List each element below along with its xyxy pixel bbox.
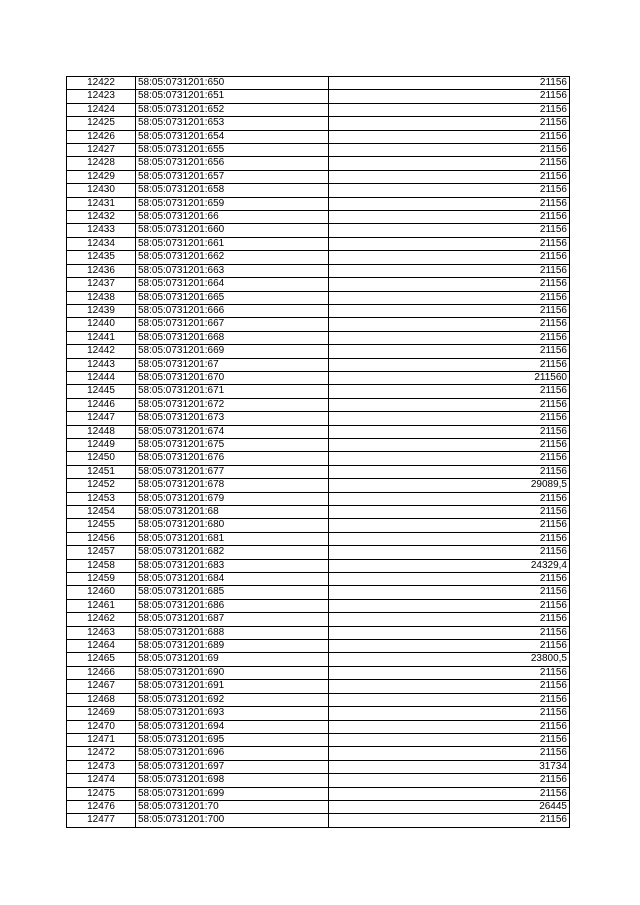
table-row (67, 546, 570, 559)
table-row (67, 237, 570, 250)
table-row (67, 358, 570, 371)
row-number-cell: 12430 (67, 184, 136, 197)
row-number-cell: 12460 (67, 586, 136, 599)
cadastral-number-cell: 58:05:0731201:674 (136, 425, 329, 438)
row-number-cell: 12449 (67, 438, 136, 451)
value-cell: 21156 (329, 197, 570, 210)
value-cell: 24329,4 (329, 559, 570, 572)
table-row (67, 452, 570, 465)
row-number-cell: 12452 (67, 479, 136, 492)
cadastral-number-cell: 58:05:0731201:692 (136, 693, 329, 706)
row-number-cell: 12469 (67, 707, 136, 720)
value-cell: 21156 (329, 103, 570, 116)
cadastral-number-cell: 58:05:0731201:687 (136, 613, 329, 626)
row-number-cell: 12438 (67, 291, 136, 304)
row-number-cell: 12439 (67, 304, 136, 317)
row-number-cell: 12462 (67, 613, 136, 626)
row-number-cell: 12476 (67, 800, 136, 813)
table-row (67, 184, 570, 197)
cadastral-number-cell: 58:05:0731201:70 (136, 800, 329, 813)
table-row (67, 197, 570, 210)
cadastral-number-cell: 58:05:0731201:669 (136, 345, 329, 358)
table-row (67, 170, 570, 183)
value-cell: 21156 (329, 640, 570, 653)
value-cell: 29089,5 (329, 479, 570, 492)
value-cell: 31734 (329, 760, 570, 773)
table-row (67, 264, 570, 277)
table-row (67, 465, 570, 478)
row-number-cell: 12446 (67, 398, 136, 411)
row-number-cell: 12474 (67, 774, 136, 787)
cadastral-number-cell: 58:05:0731201:654 (136, 130, 329, 143)
table-row (67, 747, 570, 760)
table-row (67, 90, 570, 103)
table-row (67, 640, 570, 653)
table-row (67, 130, 570, 143)
data-table (66, 76, 570, 828)
row-number-cell: 12473 (67, 760, 136, 773)
value-cell: 21156 (329, 546, 570, 559)
table-row (67, 800, 570, 813)
row-number-cell: 12472 (67, 747, 136, 760)
cadastral-number-cell: 58:05:0731201:658 (136, 184, 329, 197)
cadastral-number-cell: 58:05:0731201:668 (136, 331, 329, 344)
table-row (67, 385, 570, 398)
row-number-cell: 12442 (67, 345, 136, 358)
value-cell: 21156 (329, 385, 570, 398)
cadastral-number-cell: 58:05:0731201:679 (136, 492, 329, 505)
table-row (67, 760, 570, 773)
value-cell: 21156 (329, 117, 570, 130)
value-cell: 21156 (329, 465, 570, 478)
table-row (67, 492, 570, 505)
value-cell: 21156 (329, 398, 570, 411)
cadastral-number-cell: 58:05:0731201:698 (136, 774, 329, 787)
value-cell: 21156 (329, 184, 570, 197)
value-cell: 21156 (329, 130, 570, 143)
table-row (67, 224, 570, 237)
value-cell: 21156 (329, 224, 570, 237)
cadastral-number-cell: 58:05:0731201:661 (136, 237, 329, 250)
cadastral-number-cell: 58:05:0731201:684 (136, 573, 329, 586)
cadastral-number-cell: 58:05:0731201:685 (136, 586, 329, 599)
row-number-cell: 12427 (67, 144, 136, 157)
table-row (67, 707, 570, 720)
value-cell: 21156 (329, 747, 570, 760)
row-number-cell: 12459 (67, 573, 136, 586)
cadastral-number-cell: 58:05:0731201:667 (136, 318, 329, 331)
row-number-cell: 12437 (67, 278, 136, 291)
cadastral-number-cell: 58:05:0731201:675 (136, 438, 329, 451)
cadastral-number-cell: 58:05:0731201:672 (136, 398, 329, 411)
value-cell: 21156 (329, 814, 570, 827)
row-number-cell: 12431 (67, 197, 136, 210)
table-row (67, 304, 570, 317)
value-cell: 21156 (329, 211, 570, 224)
value-cell: 21156 (329, 237, 570, 250)
value-cell: 21156 (329, 599, 570, 612)
row-number-cell: 12468 (67, 693, 136, 706)
cadastral-number-cell: 58:05:0731201:690 (136, 666, 329, 679)
cadastral-number-cell: 58:05:0731201:689 (136, 640, 329, 653)
value-cell: 21156 (329, 666, 570, 679)
table-row (67, 532, 570, 545)
value-cell: 21156 (329, 492, 570, 505)
table-row (67, 733, 570, 746)
table-row (67, 506, 570, 519)
row-number-cell: 12432 (67, 211, 136, 224)
cadastral-number-cell: 58:05:0731201:67 (136, 358, 329, 371)
cadastral-number-cell: 58:05:0731201:673 (136, 412, 329, 425)
row-number-cell: 12448 (67, 425, 136, 438)
cadastral-number-cell: 58:05:0731201:663 (136, 264, 329, 277)
table-row (67, 479, 570, 492)
row-number-cell: 12470 (67, 720, 136, 733)
row-number-cell: 12453 (67, 492, 136, 505)
row-number-cell: 12455 (67, 519, 136, 532)
row-number-cell: 12428 (67, 157, 136, 170)
table-row (67, 345, 570, 358)
cadastral-number-cell: 58:05:0731201:671 (136, 385, 329, 398)
table-row (67, 371, 570, 384)
table-row (67, 103, 570, 116)
row-number-cell: 12436 (67, 264, 136, 277)
value-cell: 21156 (329, 318, 570, 331)
row-number-cell: 12422 (67, 77, 136, 90)
table-row (67, 331, 570, 344)
row-number-cell: 12451 (67, 465, 136, 478)
cadastral-number-cell: 58:05:0731201:66 (136, 211, 329, 224)
table-row (67, 278, 570, 291)
value-cell: 23800,5 (329, 653, 570, 666)
value-cell: 21156 (329, 304, 570, 317)
cadastral-number-cell: 58:05:0731201:670 (136, 371, 329, 384)
table-row (67, 117, 570, 130)
row-number-cell: 12456 (67, 532, 136, 545)
table-row (67, 666, 570, 679)
table-row (67, 398, 570, 411)
value-cell: 21156 (329, 787, 570, 800)
value-cell: 21156 (329, 774, 570, 787)
row-number-cell: 12467 (67, 680, 136, 693)
row-number-cell: 12441 (67, 331, 136, 344)
cadastral-number-cell: 58:05:0731201:659 (136, 197, 329, 210)
row-number-cell: 12440 (67, 318, 136, 331)
cadastral-number-cell: 58:05:0731201:680 (136, 519, 329, 532)
value-cell: 21156 (329, 532, 570, 545)
cadastral-number-cell: 58:05:0731201:682 (136, 546, 329, 559)
value-cell: 21156 (329, 144, 570, 157)
table-row (67, 626, 570, 639)
cadastral-number-cell: 58:05:0731201:660 (136, 224, 329, 237)
cadastral-number-cell: 58:05:0731201:700 (136, 814, 329, 827)
row-number-cell: 12463 (67, 626, 136, 639)
value-cell: 21156 (329, 358, 570, 371)
row-number-cell: 12424 (67, 103, 136, 116)
row-number-cell: 12434 (67, 237, 136, 250)
cadastral-number-cell: 58:05:0731201:651 (136, 90, 329, 103)
value-cell: 21156 (329, 626, 570, 639)
cadastral-number-cell: 58:05:0731201:666 (136, 304, 329, 317)
row-number-cell: 12443 (67, 358, 136, 371)
table-row (67, 814, 570, 827)
row-number-cell: 12457 (67, 546, 136, 559)
value-cell: 21156 (329, 90, 570, 103)
value-cell: 21156 (329, 452, 570, 465)
value-cell: 21156 (329, 586, 570, 599)
row-number-cell: 12458 (67, 559, 136, 572)
value-cell: 21156 (329, 720, 570, 733)
value-cell: 21156 (329, 170, 570, 183)
row-number-cell: 12454 (67, 506, 136, 519)
cadastral-number-cell: 58:05:0731201:68 (136, 506, 329, 519)
table-row (67, 586, 570, 599)
cadastral-number-cell: 58:05:0731201:650 (136, 77, 329, 90)
value-cell: 21156 (329, 707, 570, 720)
cadastral-number-cell: 58:05:0731201:696 (136, 747, 329, 760)
cadastral-number-cell: 58:05:0731201:69 (136, 653, 329, 666)
value-cell: 21156 (329, 264, 570, 277)
cadastral-number-cell: 58:05:0731201:678 (136, 479, 329, 492)
cadastral-number-cell: 58:05:0731201:676 (136, 452, 329, 465)
row-number-cell: 12471 (67, 733, 136, 746)
table-row (67, 720, 570, 733)
table-row (67, 412, 570, 425)
value-cell: 21156 (329, 573, 570, 586)
cadastral-number-cell: 58:05:0731201:652 (136, 103, 329, 116)
cadastral-number-cell: 58:05:0731201:683 (136, 559, 329, 572)
table-row (67, 318, 570, 331)
value-cell: 21156 (329, 251, 570, 264)
value-cell: 26445 (329, 800, 570, 813)
table-row (67, 693, 570, 706)
row-number-cell: 12444 (67, 371, 136, 384)
table-row (67, 211, 570, 224)
table-row (67, 77, 570, 90)
value-cell: 21156 (329, 157, 570, 170)
table-row (67, 613, 570, 626)
table-row (67, 519, 570, 532)
cadastral-number-cell: 58:05:0731201:697 (136, 760, 329, 773)
row-number-cell: 12423 (67, 90, 136, 103)
cadastral-number-cell: 58:05:0731201:665 (136, 291, 329, 304)
table-row (67, 774, 570, 787)
cadastral-number-cell: 58:05:0731201:657 (136, 170, 329, 183)
table-row (67, 438, 570, 451)
row-number-cell: 12464 (67, 640, 136, 653)
row-number-cell: 12425 (67, 117, 136, 130)
row-number-cell: 12461 (67, 599, 136, 612)
cadastral-number-cell: 58:05:0731201:699 (136, 787, 329, 800)
row-number-cell: 12450 (67, 452, 136, 465)
table-row (67, 680, 570, 693)
row-number-cell: 12477 (67, 814, 136, 827)
value-cell: 21156 (329, 693, 570, 706)
row-number-cell: 12429 (67, 170, 136, 183)
value-cell: 21156 (329, 77, 570, 90)
cadastral-number-cell: 58:05:0731201:691 (136, 680, 329, 693)
cadastral-number-cell: 58:05:0731201:677 (136, 465, 329, 478)
row-number-cell: 12435 (67, 251, 136, 264)
cadastral-number-cell: 58:05:0731201:664 (136, 278, 329, 291)
table-row (67, 144, 570, 157)
table-row (67, 599, 570, 612)
table-row (67, 573, 570, 586)
row-number-cell: 12433 (67, 224, 136, 237)
table-row (67, 425, 570, 438)
table-row (67, 157, 570, 170)
row-number-cell: 12445 (67, 385, 136, 398)
value-cell: 21156 (329, 278, 570, 291)
value-cell: 21156 (329, 519, 570, 532)
cadastral-number-cell: 58:05:0731201:662 (136, 251, 329, 264)
cadastral-number-cell: 58:05:0731201:656 (136, 157, 329, 170)
table-row (67, 559, 570, 572)
value-cell: 21156 (329, 331, 570, 344)
value-cell: 21156 (329, 680, 570, 693)
value-cell: 21156 (329, 733, 570, 746)
row-number-cell: 12466 (67, 666, 136, 679)
row-number-cell: 12426 (67, 130, 136, 143)
cadastral-number-cell: 58:05:0731201:655 (136, 144, 329, 157)
table-row (67, 251, 570, 264)
value-cell: 21156 (329, 613, 570, 626)
row-number-cell: 12447 (67, 412, 136, 425)
table-body (67, 77, 570, 828)
cadastral-number-cell: 58:05:0731201:686 (136, 599, 329, 612)
value-cell: 21156 (329, 412, 570, 425)
value-cell: 211560 (329, 371, 570, 384)
table-row (67, 653, 570, 666)
value-cell: 21156 (329, 438, 570, 451)
value-cell: 21156 (329, 425, 570, 438)
value-cell: 21156 (329, 291, 570, 304)
table-row (67, 787, 570, 800)
cadastral-number-cell: 58:05:0731201:695 (136, 733, 329, 746)
row-number-cell: 12465 (67, 653, 136, 666)
value-cell: 21156 (329, 506, 570, 519)
table-row (67, 291, 570, 304)
cadastral-number-cell: 58:05:0731201:681 (136, 532, 329, 545)
cadastral-number-cell: 58:05:0731201:694 (136, 720, 329, 733)
value-cell: 21156 (329, 345, 570, 358)
cadastral-number-cell: 58:05:0731201:653 (136, 117, 329, 130)
row-number-cell: 12475 (67, 787, 136, 800)
cadastral-number-cell: 58:05:0731201:688 (136, 626, 329, 639)
cadastral-number-cell: 58:05:0731201:693 (136, 707, 329, 720)
